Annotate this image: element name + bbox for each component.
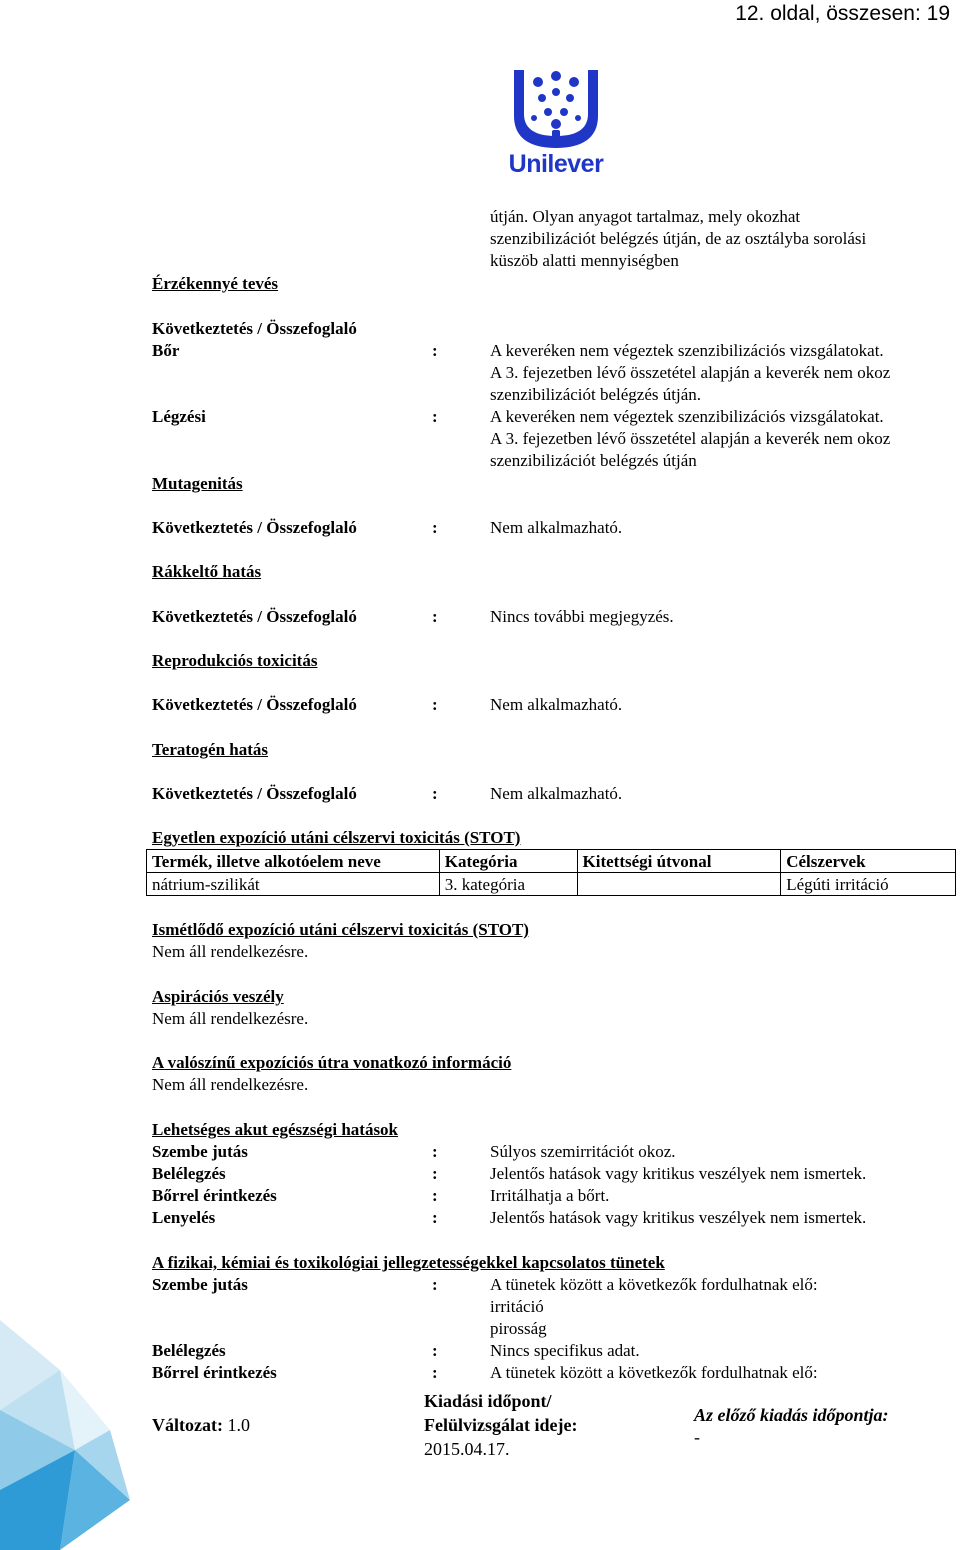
mutagenicity-heading: Mutagenitás bbox=[152, 474, 243, 493]
version-label: Változat: bbox=[152, 1415, 223, 1435]
aspiration-value: Nem áll rendelkezésre. bbox=[152, 1009, 309, 1028]
column-header: Termék, illetve alkotóelem neve bbox=[147, 850, 440, 873]
previous-issue-value: - bbox=[694, 1427, 700, 1447]
version-value: 1.0 bbox=[227, 1415, 250, 1435]
carcinogenicity-heading: Rákkeltő hatás bbox=[152, 562, 262, 581]
reproductive-heading: Reprodukciós toxicitás bbox=[152, 651, 318, 670]
skin-value-line: A 3. fejezetben lévő összetétel alapján a keverék nem okoz bbox=[490, 363, 891, 382]
acute-effect-label: Bőrrel érintkezés bbox=[152, 1186, 277, 1205]
exposure-routes-value: Nem áll rendelkezésre. bbox=[152, 1075, 309, 1094]
colon: : bbox=[432, 784, 438, 803]
column-header: Kitettségi útvonal bbox=[577, 850, 781, 873]
conclusion-value: Nem alkalmazható. bbox=[490, 518, 623, 537]
previous-issue-label: Az előző kiadás időpontja: bbox=[694, 1405, 889, 1425]
stot-single-heading: Egyetlen expozíció utáni célszervi toxicitás (STOT) bbox=[152, 828, 521, 847]
colon: : bbox=[432, 695, 438, 714]
conclusion-value: Nincs további megjegyzés. bbox=[490, 607, 674, 626]
respiratory-label: Légzési bbox=[152, 407, 206, 426]
table-header-row bbox=[147, 850, 956, 873]
table-cell: Légúti irritáció bbox=[781, 873, 956, 896]
issue-date-label: Felülvizsgálat ideje: bbox=[424, 1415, 578, 1435]
colon: : bbox=[432, 1275, 438, 1294]
respiratory-value-line: A 3. fejezetben lévő összetétel alapján a keverék nem okoz bbox=[490, 429, 891, 448]
colon: : bbox=[432, 1142, 438, 1161]
colon: : bbox=[432, 518, 438, 537]
teratogenic-heading: Teratogén hatás bbox=[152, 740, 269, 759]
colon: : bbox=[432, 407, 438, 426]
page-number: 12. oldal, összesen: 19 bbox=[735, 2, 950, 25]
symptom-label: Bőrrel érintkezés bbox=[152, 1363, 277, 1382]
acute-effect-label: Lenyelés bbox=[152, 1208, 216, 1227]
exposure-routes-heading: A valószínű expozíciós útra vonatkozó információ bbox=[152, 1053, 512, 1072]
stot-repeated-heading: Ismétlődő expozíció utáni célszervi toxicitás (STOT) bbox=[152, 920, 529, 939]
sensitization-continuation-line: küszöb alatti mennyiségben bbox=[490, 251, 679, 270]
colon: : bbox=[432, 1186, 438, 1205]
acute-effect-value: Irritálhatja a bőrt. bbox=[490, 1186, 610, 1205]
table-cell: nátrium-szilikát bbox=[147, 873, 440, 896]
respiratory-value-line: A keveréken nem végeztek szenzibilizációs vizsgálatokat. bbox=[490, 407, 884, 426]
sensitization-heading: Érzékennyé tevés bbox=[152, 274, 279, 293]
issue-date-label: Kiadási időpont/ bbox=[424, 1391, 552, 1411]
conclusion-label: Következtetés / Összefoglaló bbox=[152, 518, 357, 537]
skin-value-line: szenzibilizációt belégzés útján. bbox=[490, 385, 701, 404]
unilever-wordmark: Unilever bbox=[508, 150, 604, 178]
conclusion-label: Következtetés / Összefoglaló bbox=[152, 695, 357, 714]
skin-value-line: A keveréken nem végeztek szenzibilizációs vizsgálatokat. bbox=[490, 341, 884, 360]
column-header: Kategória bbox=[439, 850, 577, 873]
table-cell bbox=[577, 873, 781, 896]
table-cell: 3. kategória bbox=[439, 873, 577, 896]
conclusion-label: Következtetés / Összefoglaló bbox=[152, 607, 357, 626]
conclusion-label: Következtetés / Összefoglaló bbox=[152, 319, 357, 338]
table-row bbox=[147, 873, 956, 896]
acute-effects-heading: Lehetséges akut egészségi hatások bbox=[152, 1120, 399, 1139]
symptom-label: Belélegzés bbox=[152, 1341, 226, 1360]
acute-effect-value: Súlyos szemirritációt okoz. bbox=[490, 1142, 676, 1161]
colon: : bbox=[432, 1164, 438, 1183]
sensitization-continuation-line: útján. Olyan anyagot tartalmaz, mely okozhat bbox=[490, 207, 801, 226]
symptoms-heading: A fizikai, kémiai és toxikológiai jellegzetességekkel kapcsolatos tünetek bbox=[152, 1253, 665, 1272]
colon: : bbox=[432, 1341, 438, 1360]
symptom-value-line: irritáció bbox=[490, 1297, 544, 1316]
symptom-value-line: pirosság bbox=[490, 1319, 547, 1338]
respiratory-value-line: szenzibilizációt belégzés útján bbox=[490, 451, 697, 470]
colon: : bbox=[432, 341, 438, 360]
issue-date-value: 2015.04.17. bbox=[424, 1439, 510, 1459]
conclusion-label: Következtetés / Összefoglaló bbox=[152, 784, 357, 803]
stot-table bbox=[146, 849, 956, 896]
acute-effect-label: Szembe jutás bbox=[152, 1142, 248, 1161]
conclusion-value: Nem alkalmazható. bbox=[490, 695, 623, 714]
aspiration-heading: Aspirációs veszély bbox=[152, 987, 284, 1006]
symptom-value: A tünetek között a következők fordulhatnak elő: bbox=[490, 1363, 818, 1382]
conclusion-value: Nem alkalmazható. bbox=[490, 784, 623, 803]
colon: : bbox=[432, 607, 438, 626]
skin-label: Bőr bbox=[152, 341, 180, 360]
sensitization-continuation-line: szenzibilizációt belégzés útján, de az osztályba sorolási bbox=[490, 229, 867, 248]
stot-repeated-value: Nem áll rendelkezésre. bbox=[152, 942, 309, 961]
decorative-corner-graphic bbox=[0, 1320, 160, 1550]
colon: : bbox=[432, 1208, 438, 1227]
acute-effect-label: Belélegzés bbox=[152, 1164, 226, 1183]
acute-effect-value: Jelentős hatások vagy kritikus veszélyek nem ismertek. bbox=[490, 1208, 867, 1227]
colon: : bbox=[432, 1363, 438, 1382]
acute-effect-value: Jelentős hatások vagy kritikus veszélyek nem ismertek. bbox=[490, 1164, 867, 1183]
symptom-label: Szembe jutás bbox=[152, 1275, 248, 1294]
column-header: Célszervek bbox=[781, 850, 956, 873]
symptom-value-line: A tünetek között a következők fordulhatnak elő: bbox=[490, 1275, 818, 1294]
symptom-value: Nincs specifikus adat. bbox=[490, 1341, 640, 1360]
